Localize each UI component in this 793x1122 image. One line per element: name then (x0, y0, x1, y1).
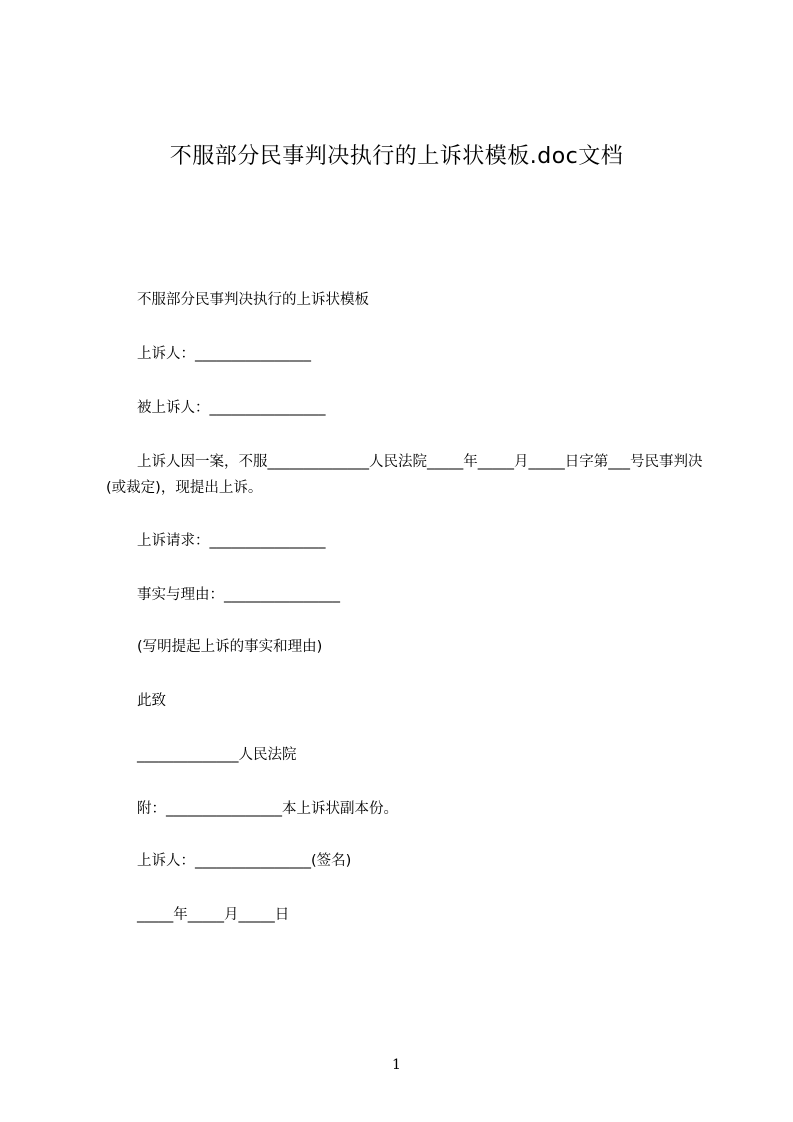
date-line: _____年_____月_____日 (137, 907, 290, 923)
court-line: ______________人民法院 (137, 747, 297, 763)
case-statement-text: 上诉人因一案，不服______________人民法院_____年_____月_____日字第___号民事判决(或裁定)，现提出上诉。 (106, 454, 703, 496)
signature-line: 上诉人：________________(签名) (137, 853, 352, 869)
page-number: 1 (392, 1057, 401, 1073)
facts-reasons-line: 事实与理由：________________ (137, 587, 340, 603)
document-heading: 不服部分民事判决执行的上诉状模板 (137, 292, 369, 308)
appeal-request-line: 上诉请求：________________ (137, 533, 326, 549)
case-statement-paragraph (106, 449, 706, 501)
appellant-line: 上诉人：________________ (137, 346, 311, 362)
salutation-line: 此致 (137, 693, 166, 709)
facts-note-line: (写明提起上诉的事实和理由) (137, 639, 323, 655)
document-title: 不服部分民事判决执行的上诉状模板.doc文档 (169, 144, 624, 169)
appellee-line: 被上诉人：________________ (137, 400, 326, 416)
attachment-line: 附：________________本上诉状副本份。 (137, 801, 398, 817)
